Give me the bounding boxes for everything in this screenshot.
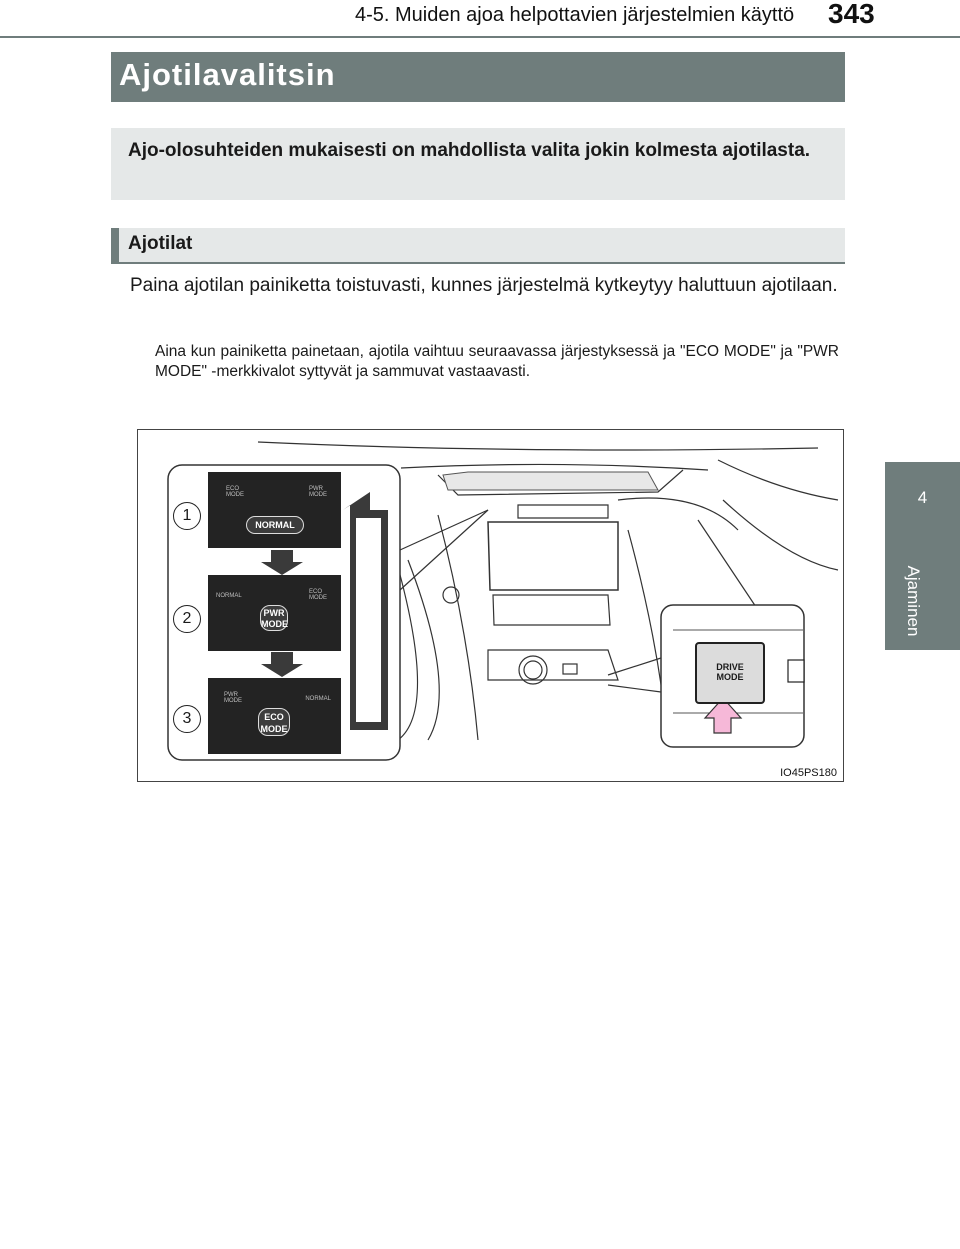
body-paragraph: Paina ajotilan painiketta toistuvasti, kunnes järjestelmä kytkeytyy haluttuun ajotilaan.: [130, 275, 838, 296]
chapter-title-text: Ajaminen: [904, 565, 923, 637]
intro-box: [111, 128, 845, 200]
mode-right-label: ECO MODE: [309, 589, 327, 601]
mode-panel-eco: [208, 678, 341, 754]
chapter-number: 4: [917, 488, 928, 507]
mode-right-label: PWR MODE: [309, 486, 327, 498]
mirror-shape: [443, 472, 658, 490]
mode-center-badge: PWR MODE: [260, 605, 288, 631]
drive-mode-label-line2: MODE: [716, 672, 744, 682]
figure-code: IO45PS180: [780, 767, 837, 779]
page-title: Ajotilavalitsin: [119, 57, 336, 92]
header-divider: [0, 36, 960, 38]
intro-text: Ajo-olosuhteiden mukaisesti on mahdollista valita jokin kolmesta ajotilasta.: [128, 140, 811, 161]
note-paragraph: Aina kun painiketta painetaan, ajotila vaihtuu seuraavassa järjestyksessä ja "ECO MODE" ja "PWR MODE" -merkkivalot syttyvät ja sammuvat vastaavasti.: [155, 343, 839, 380]
step-number-1: 1: [173, 502, 201, 530]
mode-left-label: ECO MODE: [226, 486, 244, 498]
header-title: 4-5. Muiden ajoa helpottavien järjestelmien käyttö: [355, 4, 795, 26]
step-number-2: 2: [173, 605, 201, 633]
drive-mode-button: [695, 642, 765, 704]
mode-left-label: PWR MODE: [224, 692, 242, 704]
title-bar: [111, 52, 845, 102]
section-heading: [111, 228, 845, 264]
mode-center-badge: NORMAL: [246, 516, 304, 534]
mode-left-label: NORMAL: [216, 593, 242, 599]
heading-bar: [111, 228, 119, 264]
drive-mode-label-line1: DRIVE: [716, 662, 744, 672]
page-number: 343: [828, 0, 875, 29]
section-heading-text: Ajotilat: [128, 233, 193, 254]
mode-panel-normal: [208, 472, 341, 548]
mode-panel-pwr: [208, 575, 341, 651]
mode-right-label: NORMAL: [305, 696, 331, 702]
chapter-title: [903, 556, 923, 646]
illustration: [137, 429, 844, 782]
step-number-3: 3: [173, 705, 201, 733]
mode-center-badge: ECO MODE: [258, 708, 290, 736]
